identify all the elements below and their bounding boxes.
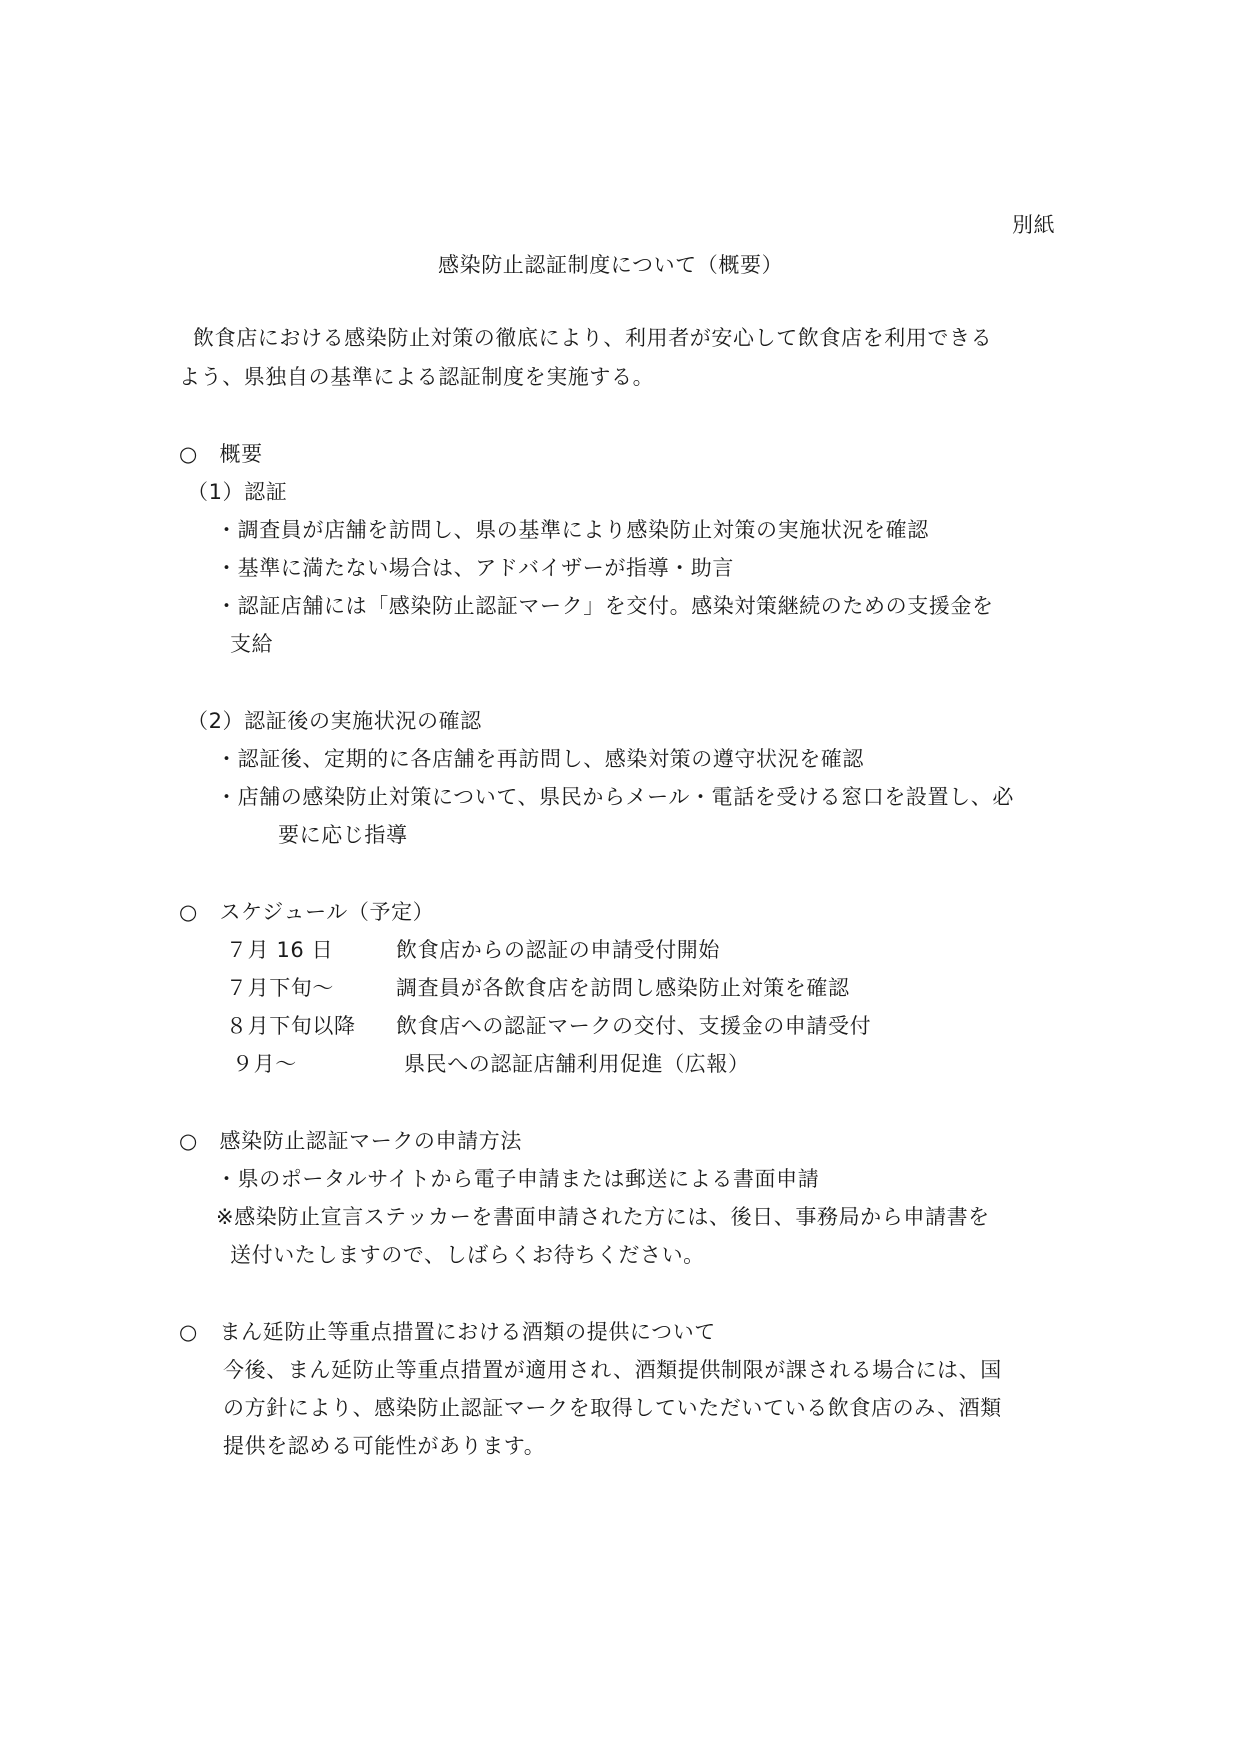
schedule-row	[226, 1011, 871, 1041]
overview-sub2-bullet-2-line-1: ・店舗の感染防止対策について、県民からメール・電話を受ける窓口を設置し、必	[216, 785, 1014, 809]
overview-sub2-bullet-2-line-2: 要に応じ指導	[278, 823, 408, 847]
application-note-line-2: 送付いたしますので、しばらくお待ちください。	[230, 1243, 705, 1267]
overview-sub1-heading: （1）認証	[187, 480, 288, 504]
overview-heading: ○ 概要	[179, 442, 263, 466]
schedule-date: ８月下旬以降	[226, 1014, 356, 1038]
application-heading: ○ 感染防止認証マークの申請方法	[179, 1129, 522, 1153]
overview-sub1-bullet-2: ・基準に満たない場合は、アドバイザーが指導・助言	[216, 556, 734, 580]
schedule-desc: 県民への認証店舗利用促進（広報）	[404, 1052, 750, 1076]
schedule-date: ７月下旬～	[226, 976, 334, 1000]
application-note-line-1: ※感染防止宣言ステッカーを書面申請された方には、後日、事務局から申請書を	[216, 1205, 990, 1229]
overview-sub1-bullet-1: ・調査員が店舗を訪問し、県の基準により感染防止対策の実施状況を確認	[216, 518, 929, 542]
overview-sub1-bullet-3-line-1: ・認証店舗には「感染防止認証マーク」を交付。感染対策継続のための支援金を	[216, 594, 994, 618]
schedule-desc: 調査員が各飲食店を訪問し感染防止対策を確認	[396, 976, 850, 1000]
overview-sub2-heading: （2）認証後の実施状況の確認	[187, 709, 482, 733]
schedule-row	[226, 973, 850, 1003]
application-bullet-1: ・県のポータルサイトから電子申請または郵送による書面申請	[216, 1167, 820, 1191]
schedule-date: ９月～	[232, 1052, 297, 1076]
document-title: 感染防止認証制度について（概要）	[438, 253, 784, 277]
intro-line-1: 飲食店における感染防止対策の徹底により、利用者が安心して飲食店を利用できる	[193, 326, 993, 350]
alcohol-line-2: の方針により、感染防止認証マークを取得していただいている飲食店のみ、酒類	[223, 1396, 1002, 1420]
alcohol-line-3: 提供を認める可能性があります。	[223, 1434, 546, 1458]
schedule-desc: 飲食店への認証マークの交付、支援金の申請受付	[396, 1014, 872, 1038]
schedule-desc: 飲食店からの認証の申請受付開始	[396, 938, 720, 962]
overview-sub1-bullet-3-line-2: 支給	[230, 632, 274, 656]
schedule-date: ７月 16 日	[226, 938, 334, 962]
schedule-heading: ○ スケジュール（予定）	[179, 900, 435, 924]
overview-sub2-bullet-1: ・認証後、定期的に各店舗を再訪問し、感染対策の遵守状況を確認	[216, 747, 864, 771]
alcohol-line-1: 今後、まん延防止等重点措置が適用され、酒類提供制限が課される場合には、国	[223, 1358, 1002, 1382]
schedule-row	[226, 935, 720, 965]
schedule-row	[232, 1049, 750, 1079]
attachment-label: 別紙	[1012, 213, 1056, 237]
intro-line-2: よう、県独自の基準による認証制度を実施する。	[179, 365, 655, 389]
alcohol-heading: ○ まん延防止等重点措置における酒類の提供について	[179, 1320, 716, 1344]
